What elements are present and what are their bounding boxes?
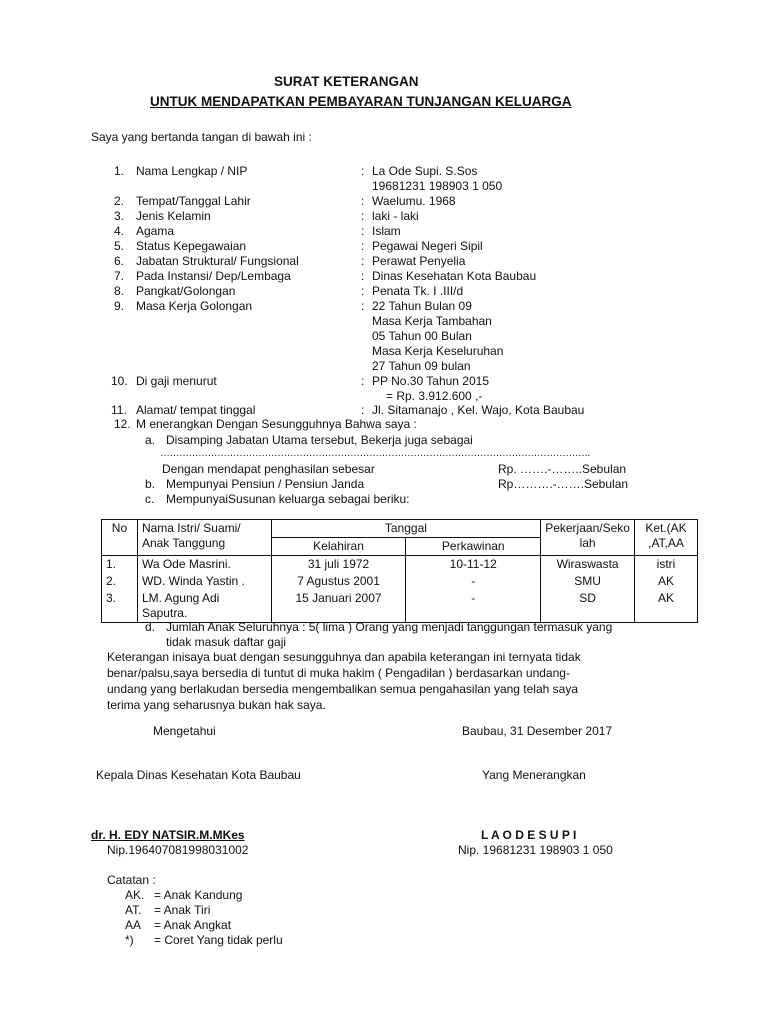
field-value: 05 Tahun 00 Bulan (372, 329, 472, 343)
item-d-line1: Jumlah Anak Seluruhnya : 5( lima ) Orang yang menjadi tanggungan termasuk yang (166, 620, 613, 634)
header-no: No (102, 520, 138, 556)
field-label: Alamat/ tempat tinggal (136, 403, 256, 417)
field-number: 2. (114, 194, 125, 208)
cell-lahir: 15 Januari 2007 (271, 590, 406, 623)
field-label: Tempat/Tanggal Lahir (136, 194, 251, 208)
cell-kawin: - (406, 590, 541, 623)
sign-date: Baubau, 31 Desember 2017 (462, 724, 613, 738)
income-text: Dengan mendapat penghasilan sebesar (162, 462, 375, 476)
document-subtitle: UNTUK MENDAPATKAN PEMBAYARAN TUNJANGAN KELUARGA (150, 94, 572, 109)
field-number: 11. (111, 403, 127, 417)
item-d-label: d. (145, 620, 156, 634)
item-a-dots: ………………………………………………………………………………………………………………………. (160, 448, 590, 459)
field-value: 22 Tahun Bulan 09 (372, 299, 472, 313)
item-b-label: b. (145, 477, 156, 491)
field-label: Nama Lengkap / NIP (136, 164, 248, 178)
field-separator: : (361, 284, 365, 298)
item-b-text: Mempunyai Pensiun / Pensiun Janda (166, 477, 365, 491)
field-label: Status Kepegawaian (136, 239, 247, 253)
field-separator: : (361, 299, 365, 313)
cell-lahir: 31 juli 1972 (271, 556, 406, 574)
field-separator: : (361, 254, 365, 268)
cell-kerja: SD (541, 590, 635, 623)
field-separator: : (361, 239, 365, 253)
field-number: 7. (114, 269, 125, 283)
item-c-label: c. (145, 492, 155, 506)
field-label: Jabatan Struktural/ Fungsional (136, 254, 299, 268)
field-value: Masa Kerja Tambahan (372, 314, 492, 328)
cell-kerja: Wiraswasta (541, 556, 635, 574)
field-value: = Rp. 3.912.600 ,- (386, 389, 483, 403)
field-number: 6. (114, 254, 125, 268)
family-table (101, 519, 698, 623)
sign-right-name: L A O D E S U P I (481, 828, 577, 842)
field-label: Pangkat/Golongan (136, 284, 236, 298)
field-value: Perawat Penyelia (372, 254, 466, 268)
field-number: 3. (114, 209, 125, 223)
statement-line: undang yang berlakudan bersedia mengembalikan semua pengahasilan yang telah saya (107, 682, 578, 696)
field-label: Jenis Kelamin (136, 209, 211, 223)
statement-line: terima yang seharusnya bukan hak saya. (107, 698, 326, 712)
field-number: 4. (114, 224, 125, 238)
cell-no: 1. (102, 556, 138, 574)
note-code: *) (125, 933, 134, 947)
item-d-line2: tidak masuk daftar gaji (166, 635, 287, 649)
note-text: = Anak Tiri (154, 903, 211, 917)
note-code: AK. (125, 888, 145, 902)
item-a-label: a. (145, 433, 156, 447)
field-value: Dinas Kesehatan Kota Baubau (372, 269, 537, 283)
field-value: Penata Tk. I .III/d (372, 284, 464, 298)
cell-no: 2. (102, 573, 138, 590)
field-separator: : (361, 209, 365, 223)
header-tanggal: Tanggal (271, 520, 540, 538)
cell-ket: istri (635, 556, 698, 574)
field-separator: : (361, 403, 365, 417)
cell-lahir: 7 Agustus 2001 (271, 573, 406, 590)
income-value: Rp. …….-……..Sebulan (498, 462, 627, 476)
sign-left-name: dr. H. EDY NATSIR.M.MKes (91, 828, 245, 842)
sign-left-title: Kepala Dinas Kesehatan Kota Baubau (96, 768, 301, 782)
table-row (102, 573, 698, 590)
item-c-text: MempunyaiSusunan keluarga sebagai beriku: (166, 492, 410, 506)
field-value: Pegawai Negeri Sipil (372, 239, 483, 253)
field-separator: : (361, 194, 365, 208)
header-kelahiran: Kelahiran (271, 538, 406, 556)
sign-left-top: Mengetahui (153, 724, 216, 738)
cell-ket: AK (635, 573, 698, 590)
notes-title: Catatan : (107, 873, 156, 887)
cell-no: 3. (102, 590, 138, 623)
cell-kawin: 10-11-12 (406, 556, 541, 574)
item-12-number: 12. (114, 417, 131, 431)
field-label: Masa Kerja Golongan (136, 299, 253, 313)
field-value: 19681231 198903 1 050 (372, 179, 503, 193)
cell-kerja: SMU (541, 573, 635, 590)
field-separator: : (361, 164, 365, 178)
item-b-value: Rp……….-…….Sebulan (498, 477, 629, 491)
field-number: 5. (114, 239, 125, 253)
document-title: SURAT KETERANGAN (274, 74, 419, 89)
sign-right-title: Yang Menerangkan (482, 768, 586, 782)
field-number: 1. (114, 164, 125, 178)
field-value: 27 Tahun 09 bulan (372, 359, 471, 373)
note-code: AT. (125, 903, 142, 917)
header-ket: Ket.(AK ,AT,AA (635, 520, 698, 556)
cell-name: LM. Agung Adi Saputra. (137, 590, 271, 623)
note-text: = Anak Angkat (154, 918, 232, 932)
header-name: Nama Istri/ Suami/ Anak Tanggung (137, 520, 271, 556)
field-number: 10. (111, 374, 128, 388)
field-separator: : (361, 269, 365, 283)
header-perkawinan: Perkawinan (406, 538, 541, 556)
field-label: Agama (136, 224, 175, 238)
field-value: laki - laki (372, 209, 419, 223)
sign-left-nip: Nip.196407081998031002 (107, 843, 249, 857)
cell-kawin: - (406, 573, 541, 590)
table-row (102, 556, 698, 574)
field-separator: : (361, 374, 365, 388)
family-table-body (102, 556, 698, 623)
item-a-text: Disamping Jabatan Utama tersebut, Bekerja juga sebagai (166, 433, 473, 447)
item-12-text: M enerangkan Dengan Sesungguhnya Bahwa saya : (136, 417, 417, 431)
field-label: Di gaji menurut (136, 374, 217, 388)
field-number: 8. (114, 284, 125, 298)
field-value: Waelumu. 1968 (372, 194, 456, 208)
cell-name: WD. Winda Yastin . (137, 573, 271, 590)
note-code: AA (125, 918, 142, 932)
statement-line: Keterangan inisaya buat dengan sesungguhnya dan apabila keterangan ini ternyata tidak (107, 650, 581, 664)
field-value: Jl. Sitamanajo , Kel. Wajo, Kota Baubau (372, 403, 585, 417)
field-value: La Ode Supi. S.Sos (372, 164, 478, 178)
intro-text: Saya yang bertanda tangan di bawah ini : (91, 130, 312, 144)
table-row (102, 590, 698, 623)
field-value: PP No.30 Tahun 2015 (372, 374, 489, 388)
sign-right-nip: Nip. 19681231 198903 1 050 (458, 843, 613, 857)
field-label: Pada Instansi/ Dep/Lembaga (136, 269, 291, 283)
note-text: = Anak Kandung (154, 888, 243, 902)
field-number: 9. (114, 299, 125, 313)
field-separator: : (361, 224, 365, 238)
field-value: Masa Kerja Keseluruhan (372, 344, 504, 358)
cell-name: Wa Ode Masrini. (137, 556, 271, 574)
field-value: Islam (372, 224, 401, 238)
note-text: = Coret Yang tidak perlu (154, 933, 283, 947)
header-pekerjaan: Pekerjaan/Sekolah (541, 520, 635, 556)
cell-ket: AK (635, 590, 698, 623)
statement-line: benar/palsu,saya bersedia di tuntut di muka hakim ( Pengadilan ) berdasarkan undang- (107, 666, 570, 680)
